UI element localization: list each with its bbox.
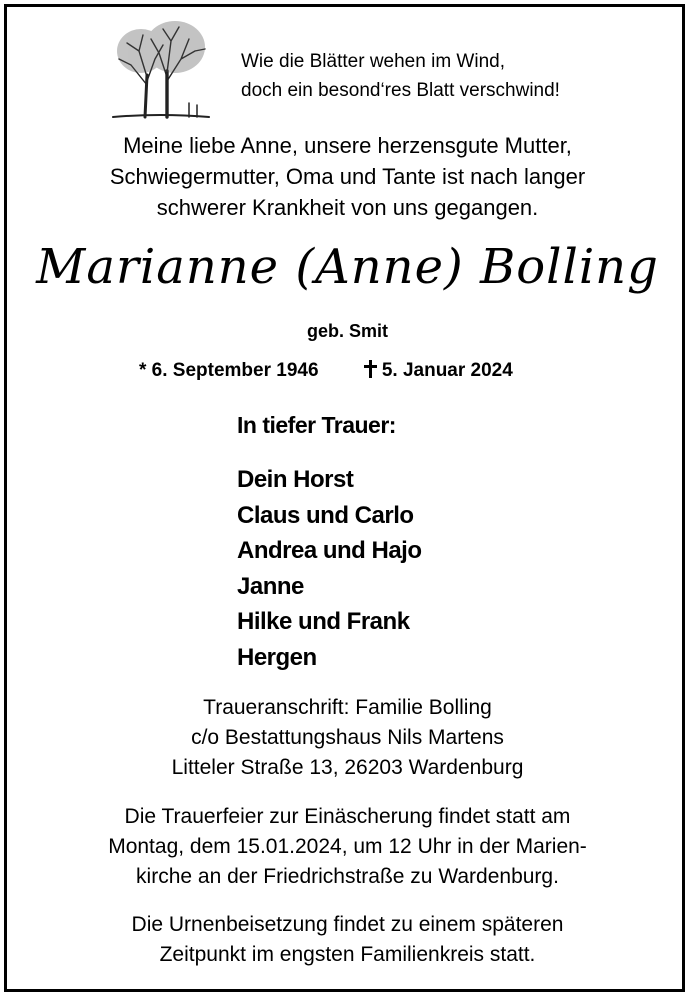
poem <box>241 47 560 105</box>
address-line: Litteler Straße 13, 26203 Wardenburg <box>171 756 524 779</box>
intro-text <box>7 130 688 223</box>
urn-line: Die Urnenbeisetzung findet zu einem späteren <box>131 913 564 936</box>
cross-icon <box>364 360 376 378</box>
ceremony-line: Montag, dem 15.01.2024, um 12 Uhr in der Marien- <box>108 835 587 858</box>
mourner-name: Janne <box>237 572 304 600</box>
ceremony-line: Die Trauerfeier zur Einäscherung findet statt am <box>124 805 571 828</box>
death-date-group <box>364 360 513 381</box>
obituary-frame <box>4 4 685 992</box>
mourner-name: Hilke und Frank <box>237 608 410 635</box>
ceremony-info <box>7 802 688 892</box>
address-line: c/o Bestattungshaus Nils Martens <box>191 726 504 749</box>
mourner-name: Hergen <box>237 643 317 671</box>
birth-date: * 6. September 1946 <box>139 360 319 381</box>
tree-icon <box>105 15 215 123</box>
poem-line: Wie die Blätter wehen im Wind, <box>241 51 505 72</box>
poem-line: doch ein besond‘res Blatt verschwind! <box>241 80 560 101</box>
address-line: Traueranschrift: Familie Bolling <box>203 696 492 719</box>
mourner-name: Andrea und Hajo <box>237 537 422 564</box>
intro-line: Meine liebe Anne, unsere herzensgute Mutter, <box>123 133 572 158</box>
mourning-heading: In tiefer Trauer: <box>237 412 396 438</box>
deceased-name: Marianne (Anne) Bolling <box>36 239 659 295</box>
urn-line: Zeitpunkt im engsten Familienkreis statt. <box>159 943 536 966</box>
intro-line: Schwiegermutter, Oma und Tante ist nach langer <box>109 164 586 189</box>
life-dates <box>139 360 513 382</box>
urn-burial-info <box>7 910 688 970</box>
maiden-name: geb. Smit <box>306 321 388 341</box>
death-date: 5. Januar 2024 <box>381 360 513 381</box>
mourning-address <box>7 693 688 783</box>
ceremony-line: kirche an der Friedrichstraße zu Wardenburg. <box>136 865 559 888</box>
mourner-name: Dein Horst <box>237 466 354 493</box>
intro-line: schwerer Krankheit von uns gegangen. <box>156 195 539 220</box>
mourner-name: Claus und Carlo <box>237 501 414 529</box>
mourners-list <box>237 462 422 675</box>
